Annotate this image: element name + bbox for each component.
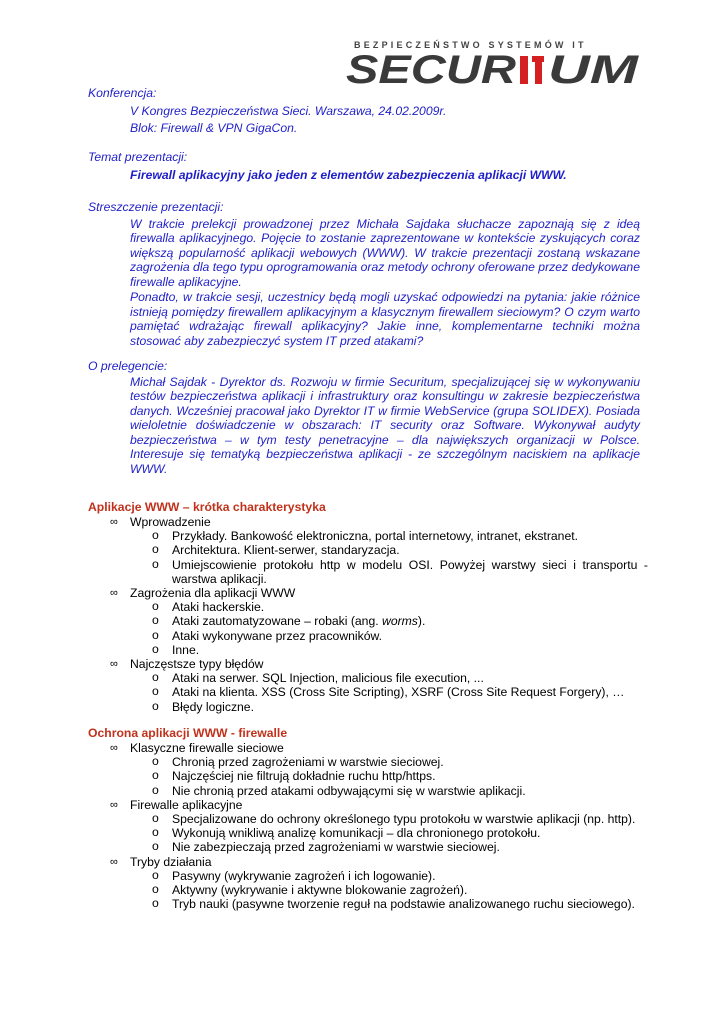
sub-list-item-text: Ataki wykonywane przez pracowników. <box>172 628 382 643</box>
bullet-infinity-icon: ∞ <box>110 742 118 754</box>
sub-list-item <box>130 671 648 685</box>
sub-list-item <box>130 643 648 657</box>
list-item-label: Klasyczne firewalle sieciowe <box>130 741 284 755</box>
bullet-circle-icon: o <box>152 599 159 614</box>
bullet-infinity-icon: ∞ <box>110 658 118 671</box>
bullet-circle-icon: o <box>152 754 159 769</box>
bullet-infinity-icon: ∞ <box>110 516 118 528</box>
list-item <box>88 586 648 657</box>
sub-list-item <box>130 812 648 826</box>
speaker-section <box>88 359 640 476</box>
speaker-label: O prelegencie: <box>88 359 168 373</box>
logo-tagline: BEZPIECZEŃSTWO SYSTEMÓW IT <box>354 40 587 50</box>
bullet-infinity-icon: ∞ <box>110 798 118 811</box>
topic-section <box>88 150 567 182</box>
sub-list-item-text: Tryb nauki (pasywne tworzenie reguł na podstawie analizowanego ruchu sieciowego). <box>172 897 635 912</box>
summary-paragraph-1: W trakcie prelekcji prowadzonej przez Michała Sajdaka słuchacze zapoznają się z ideą firewalla aplikacyjnego. Pojęcie to zostanie zaprezentowane w kontekście zyskujących coraz większą popularność aplikacji webowych (WWW). W trakcie prezentacji zostaną wskazane zagrożenia dla tego typu oprogramowania oraz metody ochrony oferowane przez dedykowane firewalle aplikacyjne. <box>130 216 640 289</box>
sub-list-item-text: Nie zabezpieczają przed zagrożeniami w warstwie sieciowej. <box>172 840 500 855</box>
sub-list <box>130 671 648 714</box>
sub-list-item <box>130 529 648 543</box>
sub-list <box>130 812 648 855</box>
sub-list-item <box>130 784 648 798</box>
bullet-circle-icon: o <box>152 528 159 543</box>
sub-list-item-text: Architektura. Klient-serwer, standaryzacja. <box>172 543 400 558</box>
speaker-bio: Michał Sajdak - Dyrektor ds. Rozwoju w firmie Securitum, specjalizującej się w wykonywaniu testów bezpieczeństwa aplikacji i infrastruktury oraz konsultingu w zakresie bezpieczeństwa danych. Wcześniej pracował jako Dyrektor IT w firmie WebService (grupa SOLIDEX). Posiada wieloletnie doświadczenie w obszarach: IT security oraz Software. Wykonywał audyty bezpieczeństwa – w tym testy penetracyjne – dla największych organizacji w Polsce. Interesuje się tematyką bezpieczeństwa aplikacji - ze szczególnym naciskiem na aplikacje WWW. <box>130 374 640 476</box>
summary-paragraph-2: Ponadto, w trakcie sesji, uczestnicy będą mogli uzyskać odpowiedzi na pytania: jakie różnice istnieją pomiędzy firewallem aplikacyjnym a klasycznym firewallem sieciowym? O czym warto pamiętać wdrażając firewall aplikacyjny? Jakie inne, komplementarne techniki można stosować aby zabezpieczyć system IT przed atakami? <box>130 290 640 348</box>
sub-list-item-text: Nie chronią przed atakami odbywającymi się w warstwie aplikacji. <box>172 783 526 798</box>
sub-list-item <box>130 755 648 769</box>
section1-list <box>88 515 648 714</box>
bullet-circle-icon: o <box>152 670 159 685</box>
sub-list-item-text: Wykonują wnikliwą analizę komunikacji – dla chronionego protokołu. <box>172 826 541 841</box>
bullet-circle-icon: o <box>152 825 159 840</box>
sub-list-item <box>130 897 648 911</box>
bullet-circle-icon: o <box>152 867 159 882</box>
bullet-circle-icon: o <box>152 896 159 911</box>
topic-title: Firewall aplikacyjny jako jeden z elementów zabezpieczenia aplikacji WWW. <box>130 167 567 182</box>
sub-list-item <box>130 769 648 783</box>
bullet-circle-icon: o <box>152 839 159 854</box>
list-item-label: Firewalle aplikacyjne <box>130 797 243 812</box>
sub-list-item <box>130 685 648 699</box>
bullet-circle-icon: o <box>152 613 159 628</box>
bullet-circle-icon: o <box>152 811 159 826</box>
sub-list-item <box>130 629 648 643</box>
bullet-circle-icon: o <box>152 698 159 713</box>
conference-line1: V Kongres Bezpieczeństwa Sieci. Warszawa, 24.02.2009r. <box>130 103 447 118</box>
list-item-label: Tryby działania <box>130 854 212 869</box>
sub-list-item-text: Aktywny (wykrywanie i aktywne blokowanie zagrożeń). <box>172 883 468 898</box>
sub-list-item <box>130 883 648 897</box>
bullet-circle-icon: o <box>152 782 159 797</box>
sub-list-item-text: Pasywny (wykrywanie zagrożeń i ich logowanie). <box>172 868 436 883</box>
conference-line2: Blok: Firewall & VPN GigaCon. <box>130 121 298 135</box>
sub-list-item-text: Umiejscowienie protokołu http w modelu OSI. Powyżej warstwy sieci i transportu - warstwa aplikacji. <box>172 557 648 586</box>
sub-list <box>130 600 648 657</box>
bullet-infinity-icon: ∞ <box>110 587 118 600</box>
sub-list-item <box>130 700 648 714</box>
sub-list-item <box>130 558 648 586</box>
summary-label: Streszczenie prezentacji: <box>88 200 224 214</box>
sub-list-item <box>130 840 648 854</box>
sub-list-item <box>130 543 648 557</box>
sub-list-item-text: Ataki na klienta. XSS (Cross Site Scripting), XSRF (Cross Site Request Forgery), … <box>172 685 625 700</box>
bullet-circle-icon: o <box>152 542 159 557</box>
sub-list-item-text: Inne. <box>172 642 200 657</box>
list-item-label: Najczęstsze typy błędów <box>130 657 264 672</box>
sub-list-item <box>130 600 648 614</box>
section2-heading: Ochrona aplikacji WWW - firewalle <box>88 726 288 740</box>
securitum-logo <box>344 40 640 88</box>
sub-list-item-text: Błędy logiczne. <box>172 699 254 714</box>
logo-wordmark <box>344 52 640 86</box>
svg-text:SECUR: SECUR <box>346 52 517 86</box>
sub-list-item <box>130 826 648 840</box>
sub-list-item-text: Ataki zautomatyzowane – robaki (ang. worms). <box>172 614 426 629</box>
sub-list-item-text: Ataki na serwer. SQL Injection, malicious file execution, ... <box>172 671 484 686</box>
bullet-circle-icon: o <box>152 556 159 571</box>
section2-list <box>88 741 648 911</box>
svg-text:UM: UM <box>548 52 640 86</box>
list-item <box>88 741 648 798</box>
sub-list-item <box>130 614 648 628</box>
sub-list-item-text: Przykłady. Bankowość elektroniczna, portal internetowy, intranet, ekstranet. <box>172 529 578 544</box>
bullet-circle-icon: o <box>152 882 159 897</box>
conference-label: Konferencja: <box>88 86 157 100</box>
list-item <box>88 657 648 714</box>
sub-list-item-text: Chronią przed zagrożeniami w warstwie sieciowej. <box>172 755 444 770</box>
bullet-circle-icon: o <box>152 641 159 656</box>
list-item-label: Wprowadzenie <box>130 515 211 529</box>
list-item-label: Zagrożenia dla aplikacji WWW <box>130 586 296 601</box>
conference-section <box>88 86 446 136</box>
sub-list-item-text: Specjalizowane do ochrony określonego typu protokołu w warstwie aplikacji (np. http). <box>172 812 636 827</box>
sub-list-item-text: Najczęściej nie filtrują dokładnie ruchu http/https. <box>172 769 436 784</box>
bullet-circle-icon: o <box>152 684 159 699</box>
bullet-infinity-icon: ∞ <box>110 855 118 868</box>
list-item <box>88 515 648 586</box>
section1-heading: Aplikacje WWW – krótka charakterystyka <box>88 500 326 514</box>
sub-list <box>130 755 648 798</box>
bullet-circle-icon: o <box>152 627 159 642</box>
sub-list <box>130 529 648 586</box>
list-item <box>88 798 648 855</box>
bullet-circle-icon: o <box>152 768 159 783</box>
summary-section <box>88 200 640 348</box>
sub-list <box>130 869 648 912</box>
topic-label: Temat prezentacji: <box>88 150 188 164</box>
sub-list-item <box>130 869 648 883</box>
sub-list-item-text: Ataki hackerskie. <box>172 600 265 615</box>
list-item <box>88 855 648 912</box>
